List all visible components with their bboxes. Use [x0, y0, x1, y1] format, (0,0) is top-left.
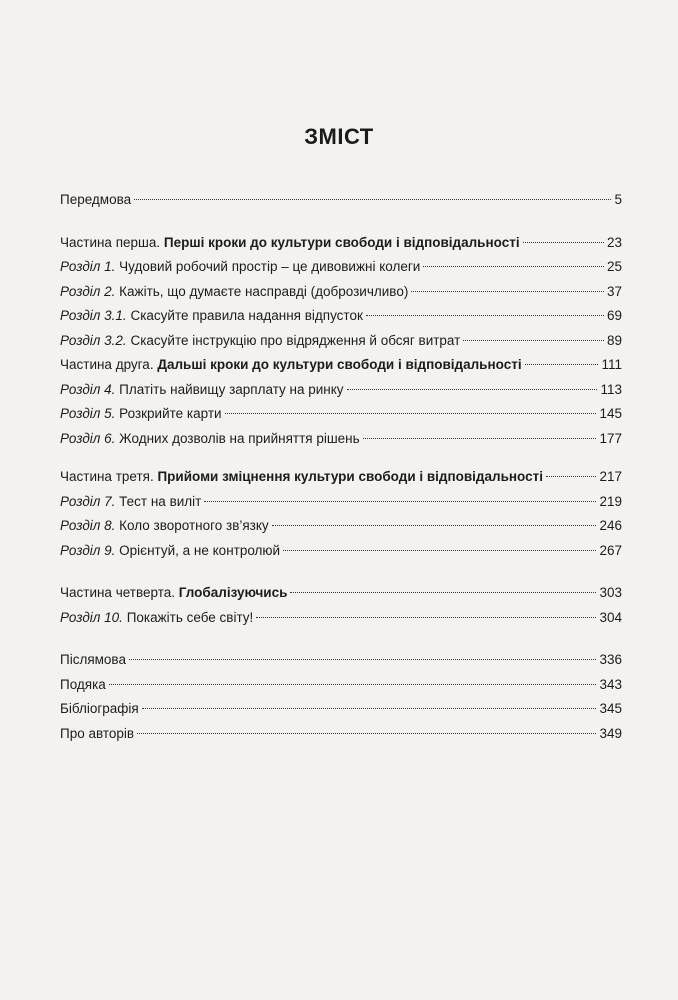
dot-leader [546, 476, 596, 477]
toc-chapter-title: Чудовий робочий простір – це дивовижні колеги [115, 259, 421, 274]
toc-page-number: 37 [606, 283, 622, 299]
toc-chapter-title: Покажіть себе світу! [122, 609, 254, 625]
toc-chapter-title: Кажіть, що думаєте насправді (доброзичливо) [115, 283, 409, 299]
toc-entry-chapter-5 [60, 406, 622, 431]
toc-page-number: 145 [599, 406, 622, 421]
toc-entry-foreword [60, 192, 622, 217]
dot-leader [204, 501, 596, 502]
toc-part-title: Глобалізуючись [178, 585, 288, 600]
toc-entry-chapter-6 [60, 431, 622, 456]
toc-chapter-title: Тест на виліт [115, 493, 202, 509]
toc-part-prefix: Частина друга. [60, 357, 158, 372]
toc-page-number: 89 [606, 332, 622, 348]
toc-entry-chapter-1 [60, 259, 622, 284]
toc-chapter-title: Платіть найвищу зарплату на ринку [115, 381, 344, 397]
toc-page-number: 343 [599, 676, 622, 692]
toc-page-number: 246 [599, 518, 622, 533]
toc-chapter-title: Орієнтуй, а не контролюй [115, 542, 281, 558]
toc-entry-part-4 [60, 585, 622, 610]
toc-entry-chapter-9 [60, 543, 622, 568]
dot-leader [129, 659, 597, 660]
toc-chapter-title: Коло зворотного зв’язку [115, 518, 269, 533]
toc-page-number: 303 [599, 585, 622, 600]
toc-chapter-prefix: Розділ 8. [60, 518, 116, 533]
toc-chapter-prefix: Розділ 7. [60, 493, 116, 509]
toc-entry-label: Післямова [60, 652, 126, 667]
toc-chapter-prefix: Розділ 4. [60, 381, 116, 397]
toc-chapter-prefix: Розділ 3.1. [60, 308, 127, 323]
toc-page-number: 69 [606, 308, 622, 323]
toc-entry-part-1 [60, 235, 622, 260]
dot-leader [463, 340, 604, 341]
toc-page-number: 336 [599, 652, 622, 667]
dot-leader [363, 438, 597, 439]
toc-page-number: 111 [601, 357, 622, 372]
dot-leader [411, 291, 604, 292]
toc-entry-label: Передмова [60, 192, 132, 207]
toc-chapter-prefix: Розділ 5. [60, 406, 116, 421]
dot-leader [109, 684, 597, 685]
toc-chapter-prefix: Розділ 10. [60, 609, 123, 625]
toc-part-prefix: Частина четверта. [60, 585, 179, 600]
toc-entry-chapter-7 [60, 494, 622, 519]
dot-leader [525, 364, 599, 365]
dot-leader [225, 413, 597, 414]
toc-chapter-prefix: Розділ 2. [60, 283, 116, 299]
toc-entry-label: Подяка [60, 676, 106, 692]
dot-leader [347, 389, 598, 390]
toc-page-number: 217 [599, 469, 622, 484]
page-title: ЗМІСТ [304, 124, 374, 149]
toc-chapter-prefix: Розділ 3.2. [60, 332, 127, 348]
toc-page-number: 345 [599, 701, 622, 716]
toc-entry-acknowledgements [60, 677, 622, 702]
dot-leader [134, 199, 611, 200]
toc-entry-chapter-2 [60, 284, 622, 309]
toc-page-number: 177 [599, 430, 622, 446]
toc-part-prefix: Частина третя. [60, 469, 158, 484]
dot-leader [423, 266, 604, 267]
toc-chapter-title: Розкрийте карти [115, 406, 222, 421]
toc-entry-part-2 [60, 357, 622, 382]
toc-entry-chapter-10 [60, 610, 622, 635]
dot-leader [523, 242, 604, 243]
dot-leader [256, 617, 596, 618]
toc-entry-bibliography [60, 701, 622, 726]
toc-entry-about-authors [60, 726, 622, 751]
toc-entry-chapter-8 [60, 518, 622, 543]
toc-page-number: 25 [606, 259, 622, 274]
toc-part-title: Перші кроки до культури свободи і відповідальності [163, 234, 520, 250]
toc-page-number: 304 [599, 609, 622, 625]
toc-part-prefix: Частина перша. [60, 234, 164, 250]
toc-entry-chapter-3-1 [60, 308, 622, 333]
toc-chapter-prefix: Розділ 6. [60, 430, 116, 446]
toc-chapter-title: Жодних дозволів на прийняття рішень [115, 430, 360, 446]
toc-entry-afterword [60, 652, 622, 677]
dot-leader [272, 525, 597, 526]
toc-entry-chapter-3-2 [60, 333, 622, 358]
toc-entry-part-3 [60, 469, 622, 494]
table-of-contents [60, 192, 622, 750]
dot-leader [290, 592, 596, 593]
toc-page-number: 113 [600, 381, 622, 397]
toc-page-number: 267 [599, 542, 622, 558]
toc-page-number: 219 [599, 493, 622, 509]
toc-entry-chapter-4 [60, 382, 622, 407]
toc-part-title: Прийоми зміцнення культури свободи і відповідальності [157, 469, 543, 484]
toc-page-number: 349 [599, 725, 622, 741]
dot-leader [366, 315, 604, 316]
dot-leader [283, 550, 596, 551]
toc-chapter-title: Скасуйте інструкцію про відрядження й обсяг витрат [126, 332, 461, 348]
toc-chapter-prefix: Розділ 9. [60, 542, 116, 558]
toc-page-number: 5 [614, 192, 622, 207]
dot-leader [137, 733, 596, 734]
toc-part-title: Дальші кроки до культури свободи і відповідальності [157, 357, 522, 372]
toc-page-number: 23 [606, 234, 622, 250]
dot-leader [142, 708, 597, 709]
toc-entry-label: Про авторів [60, 725, 135, 741]
toc-entry-label: Бібліографія [60, 701, 139, 716]
toc-chapter-title: Скасуйте правила надання відпусток [126, 308, 363, 323]
toc-chapter-prefix: Розділ 1. [60, 259, 116, 274]
